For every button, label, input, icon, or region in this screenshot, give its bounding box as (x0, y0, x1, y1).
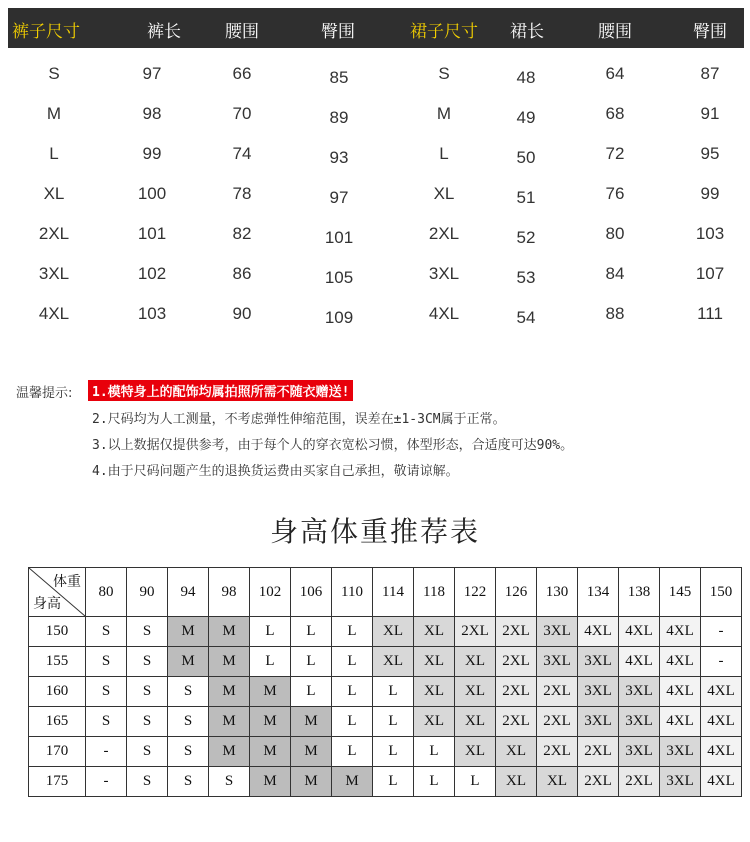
size-recommend-cell: XL (414, 647, 455, 677)
size-cell: 54 (516, 308, 536, 327)
size-recommend-cell: S (86, 617, 127, 647)
size-cell: 101 (324, 228, 354, 247)
size-recommend-cell: L (373, 767, 414, 797)
size-cell: 103 (137, 304, 167, 323)
corner-height-label: 身高 (33, 597, 61, 612)
size-recommend-cell: 4XL (660, 647, 701, 677)
size-cell: 50 (516, 148, 536, 167)
size-recommend-cell: M (250, 707, 291, 737)
recommend-row (29, 677, 742, 707)
size-recommend-cell: 4XL (701, 767, 742, 797)
size-cell: 70 (232, 104, 252, 123)
size-recommend-cell: M (291, 767, 332, 797)
size-recommend-cell: L (250, 617, 291, 647)
size-recommend-cell: L (332, 617, 373, 647)
corner-cell (29, 568, 86, 617)
size-cell: 3XL (38, 264, 70, 283)
size-recommend-cell: M (250, 677, 291, 707)
size-recommend-cell: L (291, 647, 332, 677)
size-recommend-cell: M (250, 737, 291, 767)
height-cell: 170 (29, 737, 86, 767)
size-cell: 2XL (38, 224, 70, 243)
size-recommend-cell: S (168, 707, 209, 737)
size-cell: 80 (605, 224, 625, 243)
size-recommend-cell: L (373, 707, 414, 737)
size-recommend-cell: S (168, 677, 209, 707)
tip-item-2: 2.尺码均为人工测量，不考虑弹性伸缩范围，误差在±1-3CM属于正常。 (92, 412, 506, 427)
size-recommend-cell: 3XL (619, 707, 660, 737)
weight-header-cell: 110 (332, 568, 373, 617)
header-pants-size: 裤子尺寸 (12, 22, 80, 42)
height-cell: 160 (29, 677, 86, 707)
size-recommend-cell: 3XL (578, 707, 619, 737)
size-row (0, 64, 750, 104)
size-recommend-cell: M (209, 677, 250, 707)
size-recommend-cell: 2XL (455, 617, 496, 647)
size-recommend-cell: S (127, 737, 168, 767)
size-row (0, 264, 750, 304)
tip-item-3: 3.以上数据仅提供参考，由于每个人的穿衣宽松习惯，体型形态，合适度可达90%。 (92, 438, 574, 453)
size-cell: 64 (605, 64, 625, 83)
tip-item-1: 1.模特身上的配饰均属拍照所需不随衣赠送! (88, 380, 353, 401)
size-recommend-cell: 3XL (660, 767, 701, 797)
size-row (0, 144, 750, 184)
size-recommend-cell: 4XL (701, 677, 742, 707)
size-cell: 78 (232, 184, 252, 203)
size-recommend-cell: L (332, 737, 373, 767)
header-pants-length: 裤长 (147, 22, 181, 42)
size-recommend-cell: XL (496, 737, 537, 767)
size-recommend-cell: 4XL (660, 617, 701, 647)
size-recommend-cell: 3XL (578, 647, 619, 677)
size-recommend-cell: L (414, 737, 455, 767)
size-recommend-cell: 2XL (537, 707, 578, 737)
weight-header-cell: 145 (660, 568, 701, 617)
weight-header-cell: 80 (86, 568, 127, 617)
weight-header-cell: 94 (168, 568, 209, 617)
header-skirt-hip: 臀围 (693, 22, 727, 42)
size-cell: 4XL (428, 304, 460, 323)
size-cell: 2XL (428, 224, 460, 243)
size-recommend-cell: 2XL (496, 647, 537, 677)
size-cell: 4XL (38, 304, 70, 323)
size-recommend-cell: XL (414, 707, 455, 737)
size-cell: 93 (329, 148, 349, 167)
weight-header-cell: 138 (619, 568, 660, 617)
tips-label: 温馨提示: (16, 386, 73, 401)
size-recommend-cell: XL (455, 737, 496, 767)
size-recommend-cell: 2XL (496, 677, 537, 707)
size-cell: S (48, 64, 60, 83)
weight-header-cell: 118 (414, 568, 455, 617)
height-cell: 175 (29, 767, 86, 797)
size-cell: 72 (605, 144, 625, 163)
size-recommend-cell: 3XL (578, 677, 619, 707)
size-cell: XL (43, 184, 65, 203)
size-cell: XL (433, 184, 455, 203)
recommend-row (29, 617, 742, 647)
size-recommend-cell: 4XL (701, 737, 742, 767)
size-cell: 97 (142, 64, 162, 83)
size-recommend-cell: XL (537, 767, 578, 797)
recommend-title: 身高体重推荐表 (269, 515, 480, 548)
size-row (0, 224, 750, 264)
weight-header-cell: 150 (701, 568, 742, 617)
size-recommend-cell: 3XL (660, 737, 701, 767)
weight-header-cell: 126 (496, 568, 537, 617)
header-pants-waist: 腰围 (225, 22, 259, 42)
size-recommend-cell: M (250, 767, 291, 797)
size-recommend-cell: XL (455, 677, 496, 707)
size-recommend-cell: M (168, 617, 209, 647)
size-recommend-cell: S (168, 767, 209, 797)
size-recommend-cell: - (86, 767, 127, 797)
weight-header-cell: 130 (537, 568, 578, 617)
size-recommend-cell: 4XL (619, 617, 660, 647)
size-cell: 102 (137, 264, 167, 283)
size-recommend-cell: M (209, 647, 250, 677)
size-cell: 89 (329, 108, 349, 127)
size-recommend-cell: XL (414, 617, 455, 647)
recommend-row (29, 647, 742, 677)
recommend-table (28, 567, 742, 797)
size-recommend-cell: 2XL (578, 737, 619, 767)
size-recommend-cell: - (701, 647, 742, 677)
size-cell: 84 (605, 264, 625, 283)
size-cell: 91 (700, 104, 720, 123)
size-cell: 99 (700, 184, 720, 203)
corner-weight-label: 体重 (53, 575, 81, 590)
weight-header-cell: 98 (209, 568, 250, 617)
size-recommend-cell: 3XL (537, 617, 578, 647)
size-recommend-cell: 3XL (537, 647, 578, 677)
size-recommend-cell: XL (496, 767, 537, 797)
size-recommend-cell: M (291, 707, 332, 737)
size-recommend-cell: 3XL (619, 737, 660, 767)
height-cell: 165 (29, 707, 86, 737)
size-recommend-cell: L (332, 677, 373, 707)
size-cell: 86 (232, 264, 252, 283)
weight-header-cell: 114 (373, 568, 414, 617)
size-cell: 111 (697, 304, 723, 323)
size-cell: 109 (324, 308, 354, 327)
size-cell: 66 (232, 64, 252, 83)
size-cell: 53 (516, 268, 536, 287)
size-recommend-cell: S (127, 677, 168, 707)
size-recommend-cell: - (86, 737, 127, 767)
size-cell: 51 (516, 188, 536, 207)
size-recommend-cell: 2XL (496, 617, 537, 647)
size-recommend-cell: 2XL (537, 737, 578, 767)
size-cell: 100 (137, 184, 167, 203)
size-cell: 103 (695, 224, 725, 243)
size-recommend-cell: 2XL (496, 707, 537, 737)
recommend-row (29, 737, 742, 767)
size-cell: 52 (516, 228, 536, 247)
size-cell: 97 (329, 188, 349, 207)
size-row (0, 184, 750, 224)
size-cell: L (49, 144, 59, 163)
size-cell: 90 (232, 304, 252, 323)
size-recommend-cell: 2XL (537, 677, 578, 707)
size-chart-header (8, 8, 744, 48)
size-recommend-cell: XL (414, 677, 455, 707)
size-recommend-cell: L (332, 647, 373, 677)
size-cell: M (436, 104, 452, 123)
size-recommend-cell: 2XL (619, 767, 660, 797)
size-recommend-cell: S (127, 617, 168, 647)
size-recommend-cell: 3XL (619, 677, 660, 707)
size-recommend-cell: 4XL (578, 617, 619, 647)
size-recommend-cell: L (291, 617, 332, 647)
size-recommend-cell: S (127, 707, 168, 737)
recommend-row (29, 767, 742, 797)
size-cell: 88 (605, 304, 625, 323)
size-recommend-cell: M (291, 737, 332, 767)
size-cell: 49 (516, 108, 536, 127)
height-cell: 155 (29, 647, 86, 677)
weight-header-cell: 90 (127, 568, 168, 617)
size-cell: L (439, 144, 449, 163)
header-skirt-length: 裙长 (510, 22, 544, 42)
size-recommend-cell: 4XL (701, 707, 742, 737)
size-recommend-cell: S (209, 767, 250, 797)
size-recommend-cell: 4XL (660, 677, 701, 707)
weight-header-cell: 106 (291, 568, 332, 617)
size-recommend-cell: XL (455, 707, 496, 737)
size-recommend-cell: M (209, 707, 250, 737)
size-cell: 76 (605, 184, 625, 203)
size-recommend-cell: - (701, 617, 742, 647)
weight-header-cell: 122 (455, 568, 496, 617)
size-cell: S (438, 64, 450, 83)
size-recommend-cell: S (127, 647, 168, 677)
size-recommend-cell: S (86, 707, 127, 737)
size-recommend-cell: L (414, 767, 455, 797)
size-cell: 107 (695, 264, 725, 283)
size-cell: 87 (700, 64, 720, 83)
size-recommend-cell: L (332, 707, 373, 737)
tips-section (0, 376, 750, 486)
size-cell: M (46, 104, 62, 123)
size-recommend-cell: M (332, 767, 373, 797)
size-cell: 3XL (428, 264, 460, 283)
size-recommend-cell: M (168, 647, 209, 677)
size-cell: 68 (605, 104, 625, 123)
size-recommend-cell: S (86, 647, 127, 677)
size-cell: 48 (516, 68, 536, 87)
size-recommend-cell: XL (373, 617, 414, 647)
size-cell: 74 (232, 144, 252, 163)
size-row (0, 304, 750, 344)
size-recommend-cell: XL (373, 647, 414, 677)
size-cell: 99 (142, 144, 162, 163)
size-recommend-cell: L (250, 647, 291, 677)
size-recommend-cell: XL (455, 647, 496, 677)
size-cell: 95 (700, 144, 720, 163)
height-cell: 150 (29, 617, 86, 647)
size-recommend-cell: L (291, 677, 332, 707)
size-recommend-cell: L (373, 737, 414, 767)
size-recommend-cell: L (455, 767, 496, 797)
recommend-header-row (29, 568, 742, 617)
size-chart-body (0, 52, 750, 342)
size-row (0, 104, 750, 144)
size-cell: 82 (232, 224, 252, 243)
size-recommend-cell: L (373, 677, 414, 707)
size-recommend-cell: S (168, 737, 209, 767)
size-recommend-cell: S (86, 677, 127, 707)
size-recommend-cell: 2XL (578, 767, 619, 797)
size-cell: 101 (137, 224, 167, 243)
size-recommend-cell: S (127, 767, 168, 797)
weight-header-cell: 102 (250, 568, 291, 617)
weight-header-cell: 134 (578, 568, 619, 617)
size-recommend-cell: 4XL (660, 707, 701, 737)
tip-item-4: 4.由于尺码问题产生的退换货运费由买家自己承担，敬请谅解。 (92, 464, 459, 479)
size-recommend-cell: M (209, 737, 250, 767)
recommend-row (29, 707, 742, 737)
size-cell: 98 (142, 104, 162, 123)
header-skirt-size: 裙子尺寸 (410, 22, 478, 42)
header-pants-hip: 臀围 (321, 22, 355, 42)
size-cell: 105 (324, 268, 354, 287)
header-skirt-waist: 腰围 (598, 22, 632, 42)
size-cell: 85 (329, 68, 349, 87)
size-recommend-cell: 4XL (619, 647, 660, 677)
size-recommend-cell: M (209, 617, 250, 647)
